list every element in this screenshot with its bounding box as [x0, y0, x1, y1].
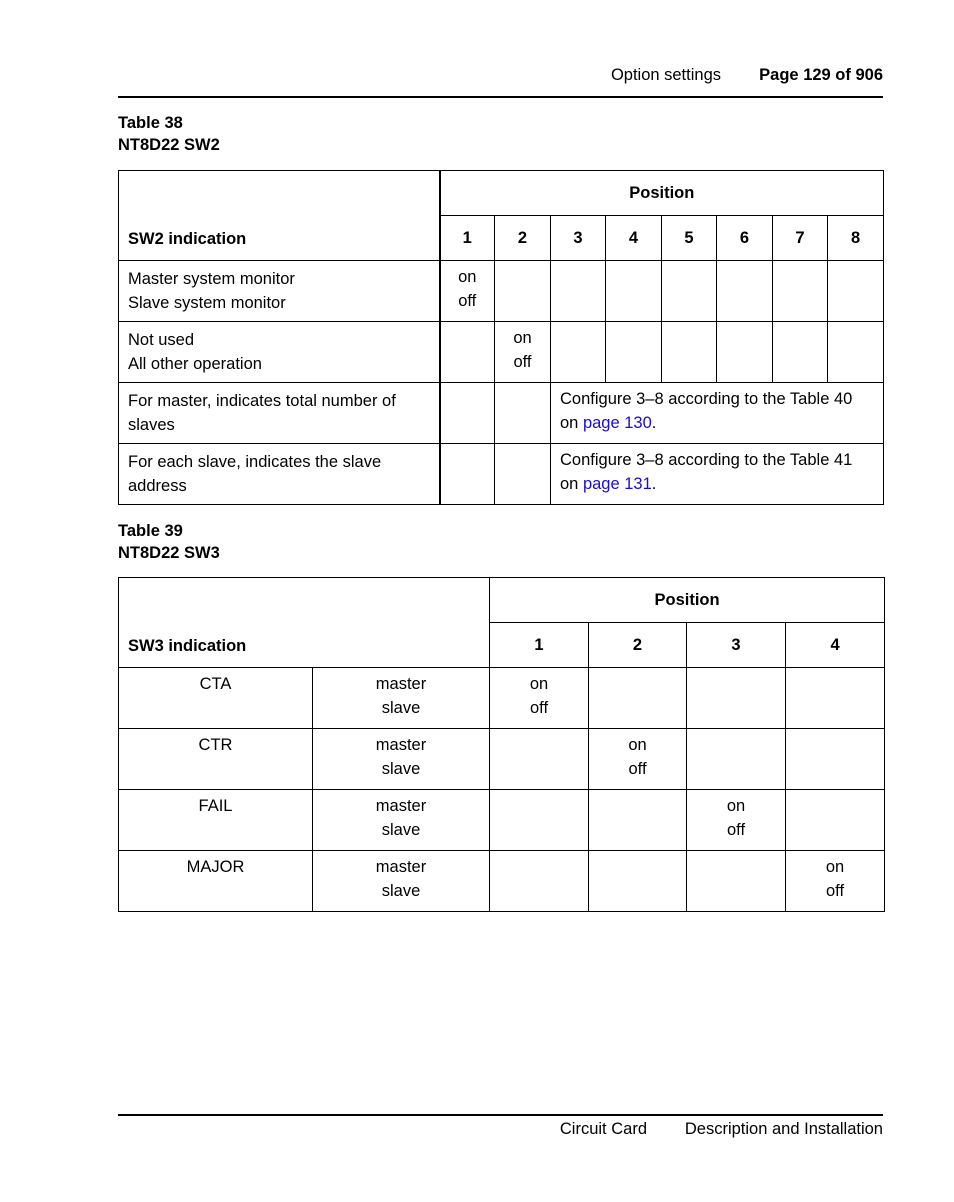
page-130-link[interactable]: page 130 — [582, 414, 652, 432]
row-description-line2: Slave system monitor — [128, 294, 286, 312]
switch-cell — [786, 851, 885, 912]
signal-name: MAJOR — [119, 851, 313, 912]
switch-cell — [490, 668, 589, 729]
switch-cell — [440, 261, 495, 322]
table39-indication-label: SW3 indication — [128, 637, 247, 655]
table39 — [118, 577, 885, 912]
table38-pos-1: 1 — [440, 216, 495, 261]
table38 — [118, 170, 884, 505]
table-row — [119, 851, 885, 912]
switch-cell — [495, 322, 551, 383]
mode-cell — [313, 790, 490, 851]
switch-off: off — [726, 821, 746, 839]
switch-off: off — [458, 292, 477, 310]
table38-pos-8: 8 — [828, 216, 884, 261]
table39-pos-1: 1 — [490, 623, 589, 668]
signal-name: CTR — [119, 729, 313, 790]
mode-master: master — [375, 797, 427, 815]
switch-on: on — [513, 329, 532, 347]
table38-pos-7: 7 — [773, 216, 828, 261]
switch-on: on — [628, 736, 647, 754]
table38-title: NT8D22 SW2 — [118, 136, 220, 154]
table39-pos-3: 3 — [687, 623, 786, 668]
table38-indication-label: SW2 indication — [128, 230, 247, 248]
mode-cell — [313, 668, 490, 729]
mode-slave: slave — [381, 699, 421, 717]
mode-slave: slave — [381, 882, 421, 900]
row-description-line1: Not used — [128, 331, 195, 349]
switch-on: on — [529, 675, 549, 693]
table-row — [119, 790, 885, 851]
table-row — [119, 668, 885, 729]
config-note-line2 — [560, 411, 874, 435]
config-note — [551, 383, 884, 444]
page-number: Page 129 of 906 — [759, 66, 883, 84]
config-note-line1: Configure 3–8 according to the Table 40 — [560, 390, 853, 408]
switch-off: off — [826, 882, 845, 900]
config-note-line1: Configure 3–8 according to the Table 41 — [560, 451, 853, 469]
row-description — [119, 444, 440, 505]
section-title: Option settings — [610, 66, 721, 84]
page-header — [118, 66, 883, 98]
config-note-line2 — [560, 472, 874, 496]
table38-pos-4: 4 — [606, 216, 662, 261]
config-note — [551, 444, 884, 505]
table39-indication-header — [119, 578, 490, 668]
table38-pos-6: 6 — [717, 216, 773, 261]
table-row — [119, 322, 884, 383]
signal-name: CTA — [119, 668, 313, 729]
page-footer — [118, 1114, 883, 1138]
table38-position-header: Position — [440, 171, 884, 216]
signal-name: FAIL — [119, 790, 313, 851]
table38-number: Table 38 — [118, 114, 183, 132]
row-description-line2: All other operation — [128, 355, 262, 373]
page-131-link[interactable]: page 131 — [582, 475, 652, 493]
row-description-line1: For each slave, indicates the slave — [128, 453, 382, 471]
table38-pos-2: 2 — [495, 216, 551, 261]
mode-master: master — [375, 736, 427, 754]
footer-right: Description and Installation — [684, 1120, 883, 1138]
table-row — [119, 444, 884, 505]
table39-pos-4: 4 — [786, 623, 885, 668]
switch-on: on — [825, 858, 845, 876]
switch-off: off — [513, 353, 532, 371]
row-description — [119, 383, 440, 444]
row-description-line1: Master system monitor — [128, 270, 295, 288]
switch-off: off — [529, 699, 549, 717]
switch-cell — [687, 790, 786, 851]
switch-cell — [589, 729, 687, 790]
table39-title: NT8D22 SW3 — [118, 544, 220, 562]
row-description — [119, 261, 440, 322]
config-note-prefix: on — [560, 475, 583, 493]
config-note-suffix: . — [651, 414, 657, 432]
table38-pos-3: 3 — [551, 216, 606, 261]
row-description-line2: address — [128, 477, 187, 495]
switch-on: on — [458, 268, 477, 286]
table38-indication-header — [119, 171, 440, 261]
table38-caption — [118, 112, 220, 156]
mode-slave: slave — [381, 821, 421, 839]
footer-left: Circuit Card — [559, 1120, 647, 1138]
mode-cell — [313, 851, 490, 912]
table-row — [119, 261, 884, 322]
mode-slave: slave — [381, 760, 421, 778]
row-description-line1: For master, indicates total number of — [128, 392, 396, 410]
mode-cell — [313, 729, 490, 790]
switch-on: on — [726, 797, 746, 815]
table-row — [119, 729, 885, 790]
config-note-prefix: on — [560, 414, 583, 432]
table39-position-header: Position — [490, 578, 885, 623]
row-description — [119, 322, 440, 383]
switch-off: off — [628, 760, 647, 778]
table39-caption — [118, 520, 220, 564]
table39-number: Table 39 — [118, 522, 183, 540]
table-row — [119, 383, 884, 444]
mode-master: master — [375, 675, 427, 693]
config-note-suffix: . — [651, 475, 657, 493]
table38-pos-5: 5 — [662, 216, 717, 261]
row-description-line2: slaves — [128, 416, 175, 434]
mode-master: master — [375, 858, 427, 876]
table39-pos-2: 2 — [589, 623, 687, 668]
